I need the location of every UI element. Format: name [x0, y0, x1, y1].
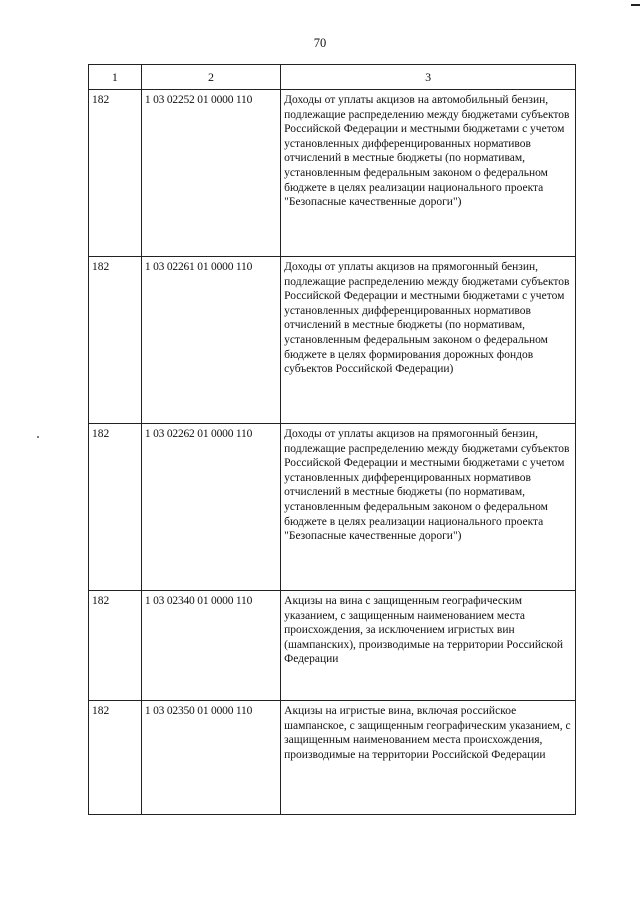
scan-corner-mark — [631, 4, 640, 6]
column-header-1: 1 — [89, 65, 142, 90]
table-row — [89, 424, 576, 591]
revenue-code-cell: 1 03 02262 01 0000 110 — [141, 424, 280, 591]
admin-code-cell: 182 — [89, 701, 142, 815]
revenue-code-cell: 1 03 02350 01 0000 110 — [141, 701, 280, 815]
revenue-code-cell: 1 03 02252 01 0000 110 — [141, 90, 280, 257]
table-row — [89, 257, 576, 424]
table-row — [89, 591, 576, 701]
revenue-codes-table — [88, 64, 576, 815]
revenue-code-cell: 1 03 02340 01 0000 110 — [141, 591, 280, 701]
table-row — [89, 701, 576, 815]
revenue-code-cell: 1 03 02261 01 0000 110 — [141, 257, 280, 424]
column-header-3: 3 — [281, 65, 576, 90]
scan-speck — [37, 436, 39, 438]
admin-code-cell: 182 — [89, 90, 142, 257]
admin-code-cell: 182 — [89, 591, 142, 701]
admin-code-cell: 182 — [89, 257, 142, 424]
page-number: 70 — [313, 36, 327, 50]
description-cell: Доходы от уплаты акцизов на прямогонный бензин, подлежащие распределению между бюджетами субъектов Российской Федерации и местными бюджетами с учетом установленных дифференцированных нормативов отчислений в местные бюджеты (по нормативам, установленным федеральным законом о федеральном бюджете в целях формирования дорожных фондов субъектов Российской Федерации) — [281, 257, 576, 424]
description-cell: Доходы от уплаты акцизов на автомобильный бензин, подлежащие распределению между бюджетами субъектов Российской Федерации и местными бюджетами с учетом установленных дифференцированных нормативов отчислений в местные бюджеты (по нормативам, установленным федеральным законом о федеральном бюджете в целях реализации национального проекта "Безопасные качественные дороги") — [281, 90, 576, 257]
admin-code-cell: 182 — [89, 424, 142, 591]
description-cell: Акцизы на игристые вина, включая российское шампанское, с защищенным географическим указанием, с защищенным наименованием места происхождения, производимые на территории Российской Федерации — [281, 701, 576, 815]
description-cell: Доходы от уплаты акцизов на прямогонный бензин, подлежащие распределению между бюджетами субъектов Российской Федерации и местными бюджетами с учетом установленных дифференцированных нормативов отчислений в местные бюджеты (по нормативам, установленным федеральным законом о федеральном бюджете в целях реализации национального проекта "Безопасные качественные дороги") — [281, 424, 576, 591]
table-row — [89, 90, 576, 257]
description-cell: Акцизы на вина с защищенным географическим указанием, с защищенным наименованием места происхождения, за исключением игристых вин (шампанских), производимые на территории Российской Федерации — [281, 591, 576, 701]
table-header-row — [89, 65, 576, 90]
column-header-2: 2 — [141, 65, 280, 90]
